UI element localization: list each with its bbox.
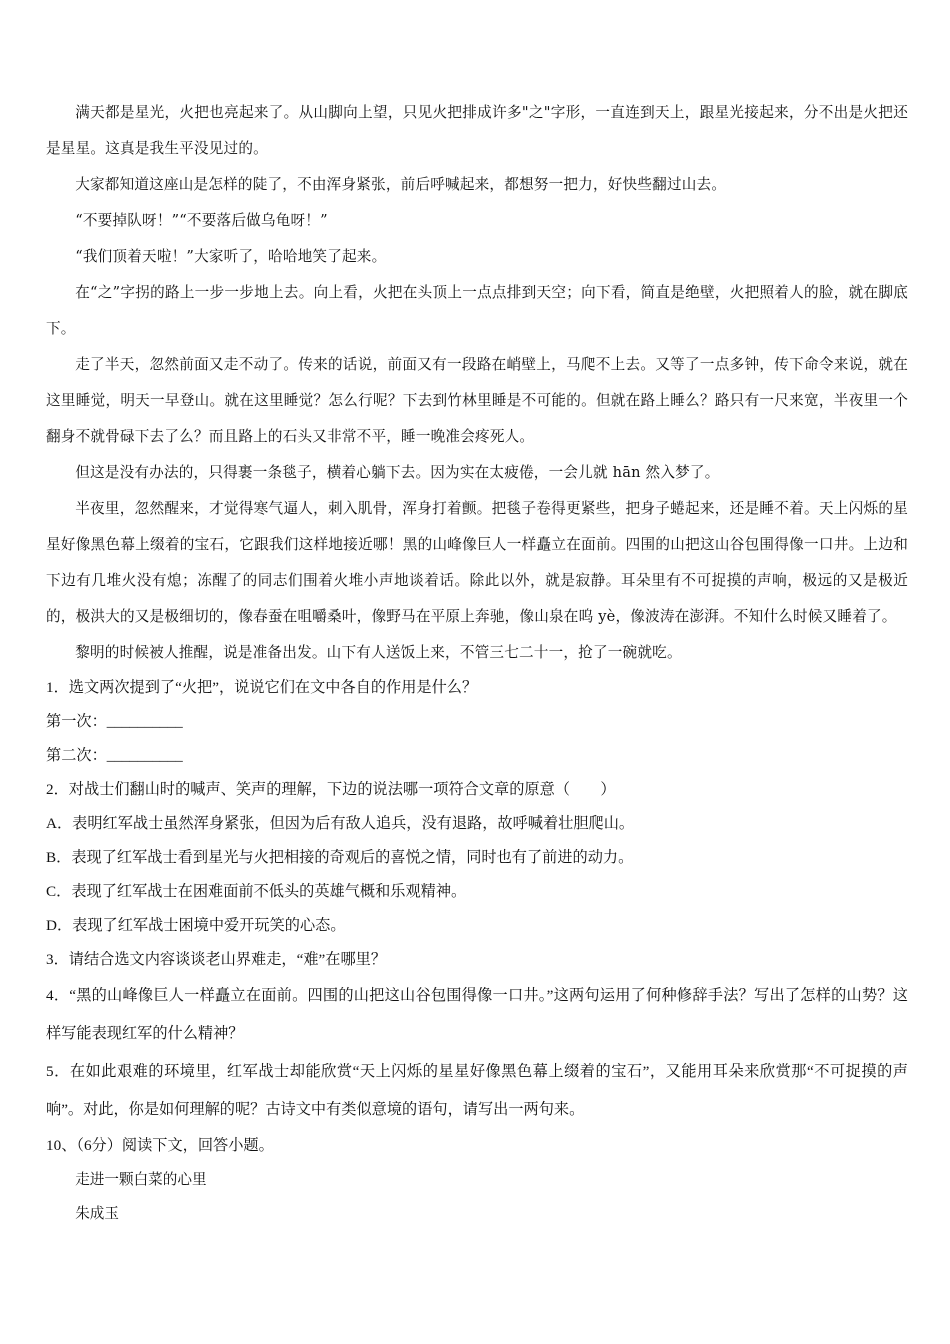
answer-blank-first: 第一次：__________: [46, 713, 183, 730]
question-4: 4．“黑的山峰像巨人一样矗立在面前。四围的山把这山谷包围得像一口井。”这两句运用了何种修辞手法？写出了怎样的山势？这样写能表现红军的什么精神？: [46, 987, 908, 1042]
next-passage-title: 走进一颗白菜的心里: [75, 1171, 207, 1188]
passage-paragraph: “我们顶着天啦！”大家听了，哈哈地笑了起来。: [75, 248, 387, 265]
exam-page: [46, 95, 908, 1231]
option-c: C．表现了红军战士在困难面前不低头的英雄气概和乐观精神。: [46, 883, 467, 900]
next-passage-header: [46, 1163, 908, 1231]
answer-blank-second: 第二次：__________: [46, 747, 183, 764]
next-passage-author: 朱成玉: [75, 1205, 119, 1222]
passage-paragraph: 在“之”字拐的路上一步一步地上去。向上看，火把在头顶上一点点排到天空；向下看，简直是绝壁，火把照着人的脸，就在脚底下。: [46, 284, 908, 337]
question-1: 1．选文两次提到了“火把”，说说它们在文中各自的作用是什么？: [46, 679, 478, 696]
passage-paragraph: “不要掉队呀！”“不要落后做乌龟呀！”: [75, 212, 328, 229]
reading-passage: [46, 95, 908, 671]
passage-paragraph: 黎明的时候被人推醒，说是准备出发。山下有人送饭上来，不管三七二十一，抢了一碗就吃。: [75, 644, 682, 661]
option-b: B．表现了红军战士看到星光与火把相接的奇观后的喜悦之情，同时也有了前进的动力。: [46, 849, 634, 866]
question-2: 2．对战士们翻山时的喊声、笑声的理解，下边的说法哪一项符合文章的原意（ ）: [46, 781, 616, 798]
passage-paragraph: 但这是没有办法的，只得裹一条毯子，横着心躺下去。因为实在太疲倦，一会儿就 hān 然入梦了。: [75, 464, 720, 481]
option-d: D．表现了红军战士困境中爱开玩笑的心态。: [46, 917, 346, 934]
question-10-heading: 10、（6分）阅读下文，回答小题。: [46, 1137, 274, 1154]
passage-paragraph: 走了半天，忽然前面又走不动了。传来的话说，前面又有一段路在峭壁上，马爬不上去。又等了一点多钟，传下命令来说，就在这里睡觉，明天一早登山。就在这里睡觉？怎么行呢？下去到竹林里睡是不可能的。但就在路上睡么？路只有一尺来宽，半夜里一个翻身不就骨碌下去了么？而且路上的石头又非常不平，睡一晚准会疼死人。: [46, 356, 908, 445]
passage-paragraph: 大家都知道这座山是怎样的陡了，不由浑身紧张，前后呼喊起来，都想努一把力，好快些翻过山去。: [75, 176, 727, 193]
questions-section: [46, 671, 908, 1163]
option-a: A．表明红军战士虽然浑身紧张，但因为后有敌人追兵，没有退路，故呼喊着壮胆爬山。: [46, 815, 635, 832]
question-3: 3．请结合选文内容谈谈老山界难走，“难”在哪里？: [46, 951, 387, 968]
question-5: 5．在如此艰难的环境里，红军战士却能欣赏“天上闪烁的星星好像黑色幕上缀着的宝石”，又能用耳朵来欣赏那“不可捉摸的声响”。对此，你是如何理解的呢？古诗文中有类似意境的语句，请写出一两句来。: [46, 1063, 908, 1118]
passage-paragraph: 半夜里，忽然醒来，才觉得寒气逼人，刺入肌骨，浑身打着颤。把毯子卷得更紧些，把身子蜷起来，还是睡不着。天上闪烁的星星好像黑色幕上缀着的宝石，它跟我们这样地接近哪！黑的山峰像巨人一样矗立在面前。四围的山把这山谷包围得像一口井。上边和下边有几堆火没有熄；冻醒了的同志们围着火堆小声地谈着话。除此以外，就是寂静。耳朵里有不可捉摸的声响，极远的又是极近的，极洪大的又是极细切的，像春蚕在咀嚼桑叶，像野马在平原上奔驰，像山泉在呜 yè，像波涛在澎湃。不知什么时候又睡着了。: [46, 500, 908, 625]
passage-paragraph: 满天都是星光，火把也亮起来了。从山脚向上望，只见火把排成许多"之"字形，一直连到天上，跟星光接起来，分不出是火把还是星星。这真是我生平没见过的。: [46, 104, 908, 157]
